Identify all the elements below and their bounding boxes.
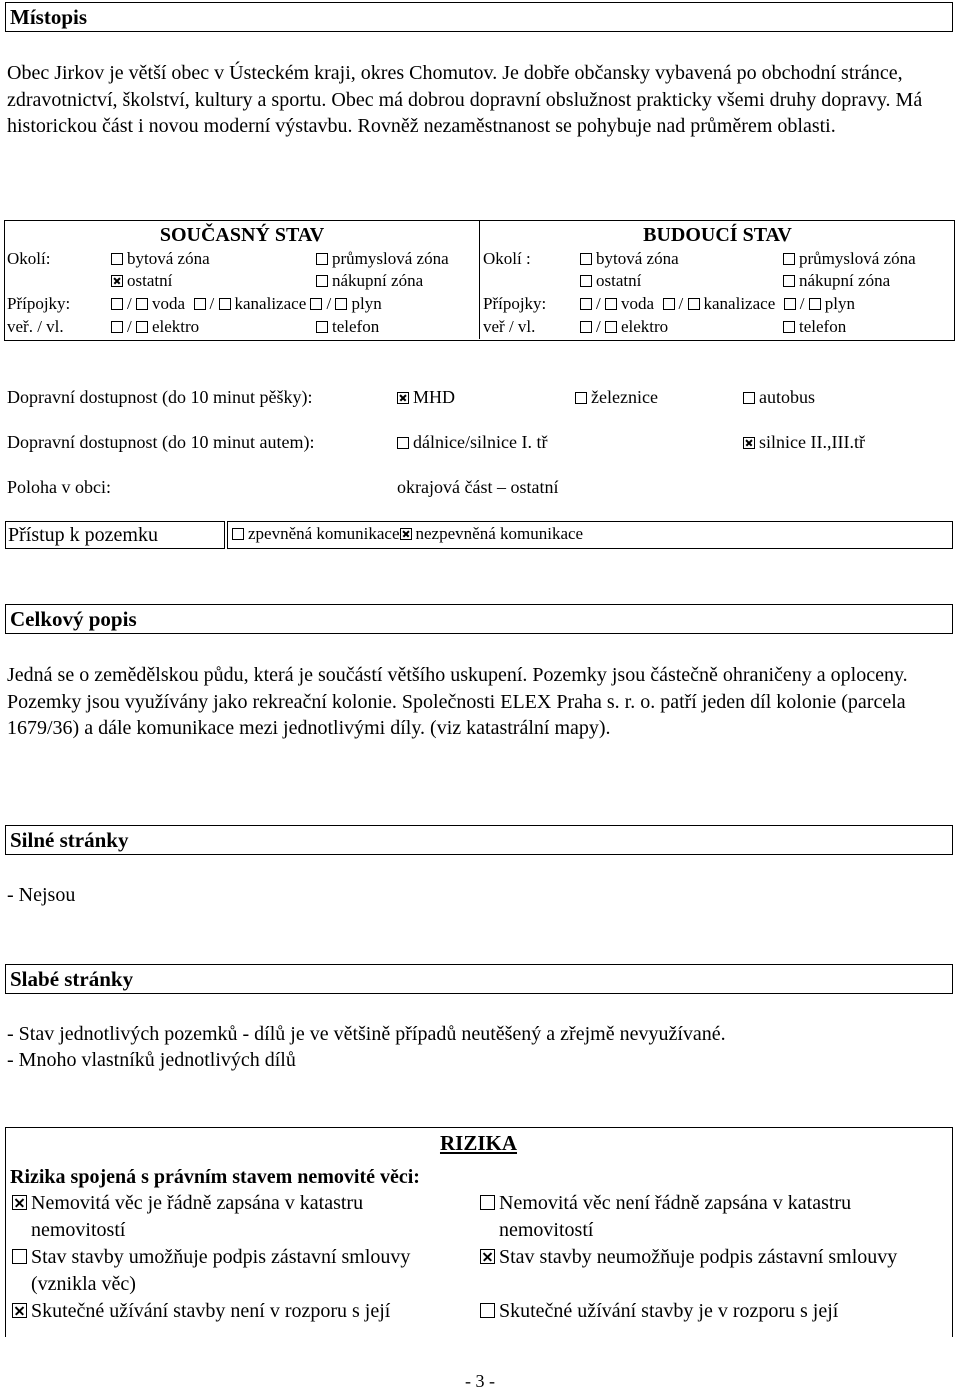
checkbox-icon	[136, 321, 148, 333]
checked-checkbox-icon	[400, 528, 412, 540]
car-silnice: silnice II.,III.tř	[743, 431, 865, 453]
current-utilities: / voda / kanalizace / plyn	[111, 293, 382, 315]
checkbox-icon	[136, 298, 148, 310]
weakness-item: - Mnoho vlastníků jednotlivých dílů	[7, 1049, 296, 1071]
section-heading-location: Místopis	[5, 2, 953, 32]
risk-row-3-left: Skutečné užívání stavby není v rozporu s její	[12, 1298, 472, 1325]
location-text: Obec Jirkov je větší obec v Ústeckém kraji, okres Chomutov. Je dobře občansky vybavená po obchodní stránce, zdravotnictví, školství, kultury a sportu. Obec má dobrou dopravní obslužnost prakticky všemi druhy dopravy. Má historickou část i novou moderní výstavbu. Rovněž nezaměstnanost se pohybuje nad průměrem oblasti.	[7, 62, 923, 137]
checkbox-icon	[743, 392, 755, 404]
checkbox-icon	[783, 321, 795, 333]
checkbox-icon	[219, 298, 231, 310]
checkbox-icon	[12, 1249, 27, 1264]
position-value: okrajová část – ostatní	[397, 477, 559, 497]
checked-checkbox-icon	[12, 1195, 27, 1210]
risks-title: RIZIKA	[439, 1131, 518, 1155]
checked-checkbox-icon	[480, 1249, 495, 1264]
checkbox-icon	[397, 437, 409, 449]
checked-checkbox-icon	[397, 392, 409, 404]
weakness-item: - Stav jednotlivých pozemků - dílů je ve většině případů neutěšený a zřejmě nevyužívané.	[7, 1023, 726, 1045]
current-ostatni: ostatní	[111, 270, 172, 292]
checkbox-icon	[663, 298, 675, 310]
future-bytova: bytová zóna	[580, 248, 679, 270]
future-nakupni: nákupní zóna	[783, 270, 890, 292]
current-elektro: / elektro	[111, 316, 199, 338]
access-options: zpevněná komunikace nezpevněná komunikace	[227, 521, 953, 549]
checkbox-icon	[688, 298, 700, 310]
checkbox-icon	[480, 1195, 495, 1210]
pripojky-label: Přípojky:	[7, 294, 71, 313]
checked-checkbox-icon	[12, 1303, 27, 1318]
checkbox-icon	[232, 528, 244, 540]
risk-row-3-right: Skutečné užívání stavby je v rozporu s její	[480, 1298, 940, 1325]
checkbox-icon	[111, 253, 123, 265]
checkbox-icon	[480, 1303, 495, 1318]
access-label: Přístup k pozemku	[5, 521, 225, 549]
overall-text: Jedná se o zemědělskou půdu, která je součástí většího uskupení. Pozemky jsou částečně ohraničeny a oploceny. Pozemky jsou využívány jako rekreační kolonie. Společnosti ELEX Praha s. r. o. patří jeden díl kolonie (parcela 1679/36) a dále komunikace mezi jednotlivými díly. (viz katastrální mapy).	[7, 664, 908, 739]
checkbox-icon	[111, 298, 123, 310]
current-prumyslova: průmyslová zóna	[316, 248, 449, 270]
section-heading-overall: Celkový popis	[5, 604, 953, 634]
future-ostatni: ostatní	[580, 270, 641, 292]
checkbox-icon	[605, 298, 617, 310]
risks-subtitle: Rizika spojená s právním stavem nemovité věci:	[10, 1166, 420, 1188]
checkbox-icon	[316, 253, 328, 265]
checkbox-icon	[316, 275, 328, 287]
checkbox-icon	[310, 298, 322, 310]
checkbox-icon	[580, 253, 592, 265]
current-nakupni: nákupní zóna	[316, 270, 423, 292]
checkbox-icon	[111, 321, 123, 333]
section-heading-strengths: Silné stránky	[5, 825, 953, 855]
car-access-label: Dopravní dostupnost (do 10 minut autem):	[7, 432, 315, 452]
risk-row-1-right: Nemovitá věc není řádně zapsána v katastru nemovitostí	[480, 1190, 940, 1243]
current-bytova: bytová zóna	[111, 248, 210, 270]
page-number: - 3 -	[465, 1371, 495, 1391]
status-table	[4, 220, 955, 341]
table-divider	[479, 221, 480, 339]
okoli-label: Okolí :	[483, 249, 531, 268]
pripojky-label: Přípojky:	[483, 294, 547, 313]
checkbox-icon	[605, 321, 617, 333]
risks-panel	[5, 1127, 953, 1337]
checkbox-icon	[580, 321, 592, 333]
strength-item: - Nejsou	[7, 884, 76, 906]
current-state-title: SOUČASNÝ STAV	[159, 224, 325, 246]
future-state-title: BUDOUCÍ STAV	[643, 224, 792, 246]
future-utilities: / voda / kanalizace / plyn	[580, 293, 855, 315]
walk-zeleznice: železnice	[575, 386, 658, 408]
section-heading-weaknesses: Slabé stránky	[5, 964, 953, 994]
car-dalnice: dálnice/silnice I. tř	[397, 431, 547, 453]
future-elektro: / elektro	[580, 316, 668, 338]
checkbox-icon	[194, 298, 206, 310]
risk-row-1-left: Nemovitá věc je řádně zapsána v katastru nemovitostí	[12, 1190, 462, 1243]
checkbox-icon	[580, 275, 592, 287]
risk-row-2-left: Stav stavby umožňuje podpis zástavní smlouvy (vznikla věc)	[12, 1244, 462, 1297]
walk-access-label: Dopravní dostupnost (do 10 minut pěšky):	[7, 387, 313, 407]
checkbox-icon	[316, 321, 328, 333]
checkbox-icon	[575, 392, 587, 404]
walk-mhd: MHD	[397, 386, 455, 408]
risk-row-2-right: Stav stavby neumožňuje podpis zástavní smlouvy	[480, 1244, 940, 1271]
checkbox-icon	[783, 275, 795, 287]
ver-label: veř. / vl.	[7, 317, 64, 336]
checkbox-icon	[335, 298, 347, 310]
checkbox-icon	[783, 253, 795, 265]
checked-checkbox-icon	[743, 437, 755, 449]
walk-autobus: autobus	[743, 386, 815, 408]
checkbox-icon	[580, 298, 592, 310]
ver-label: veř / vl.	[483, 317, 536, 336]
okoli-label: Okolí:	[7, 249, 51, 268]
current-telefon: telefon	[316, 316, 379, 338]
checkbox-icon	[809, 298, 821, 310]
position-label: Poloha v obci:	[7, 477, 111, 497]
future-telefon: telefon	[783, 316, 846, 338]
future-prumyslova: průmyslová zóna	[783, 248, 916, 270]
checkbox-icon	[784, 298, 796, 310]
checked-checkbox-icon	[111, 275, 123, 287]
